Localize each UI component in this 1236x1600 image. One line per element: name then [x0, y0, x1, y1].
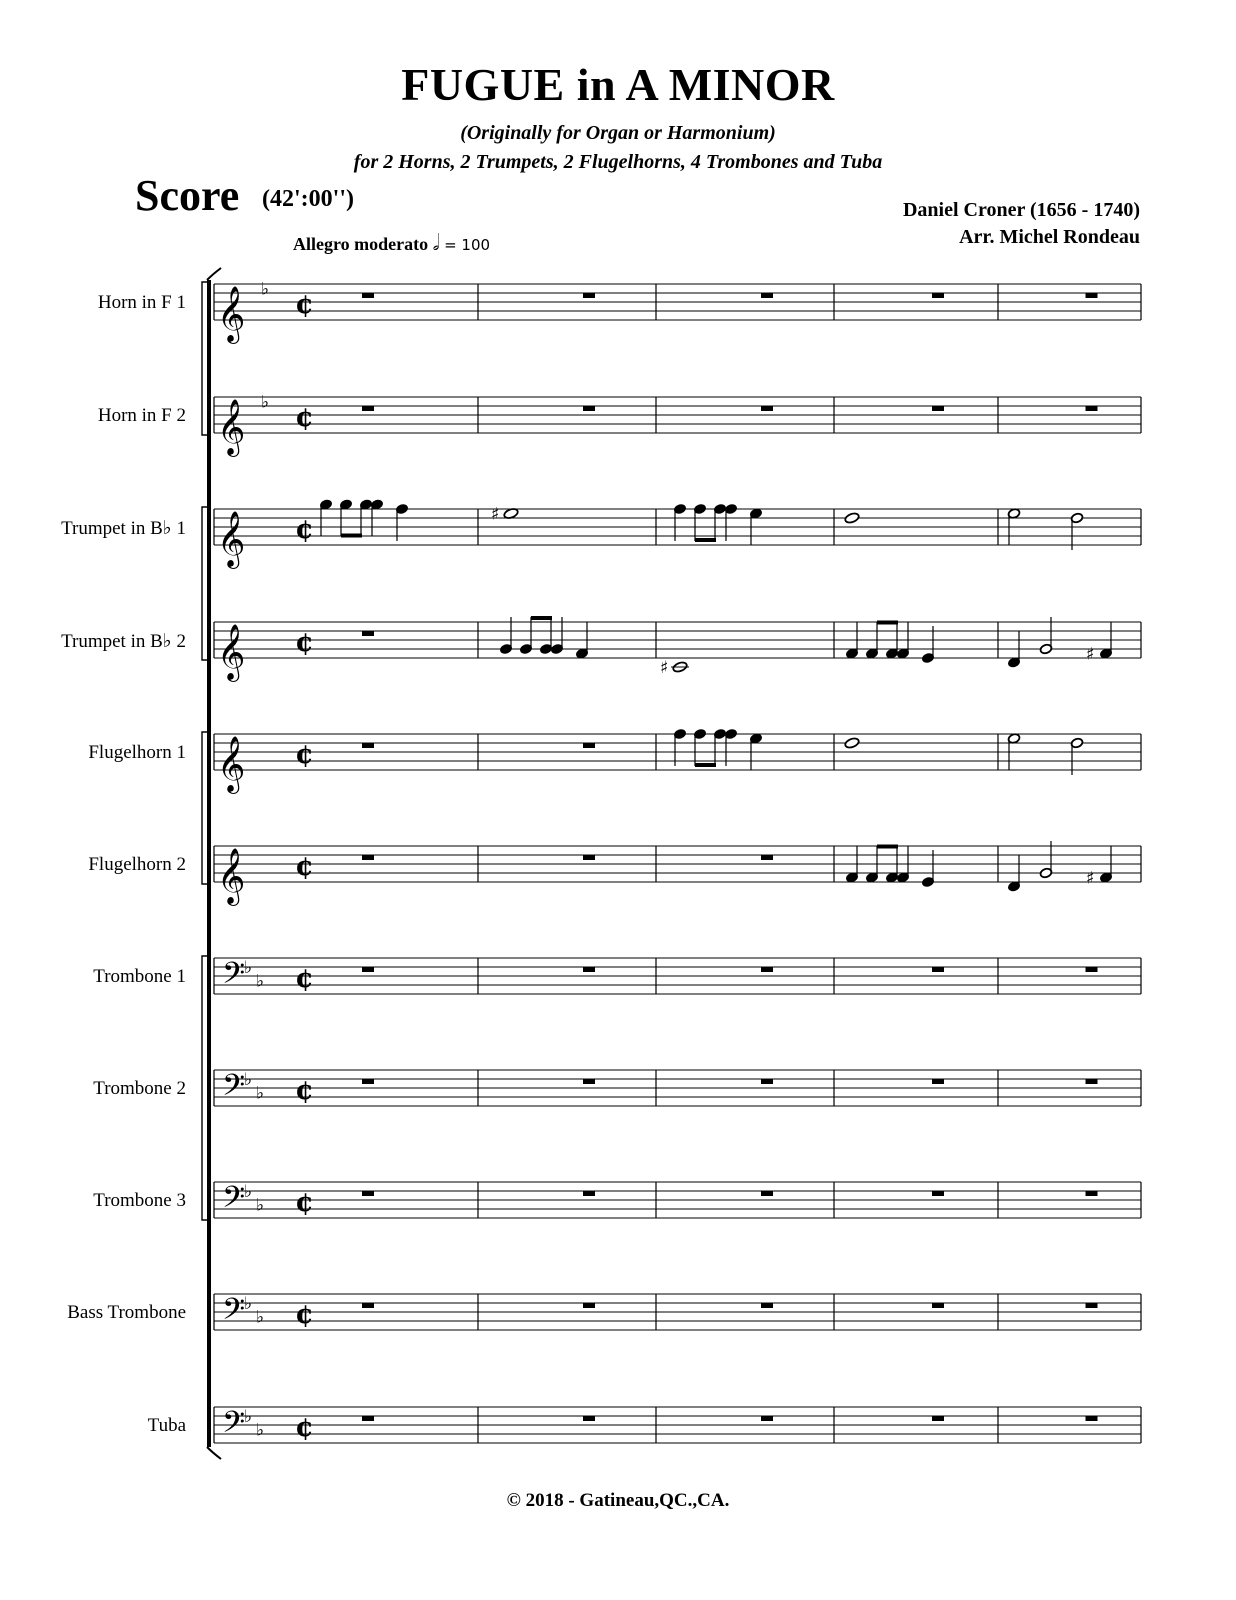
whole-rest [362, 1191, 374, 1196]
whole-rest [1086, 1303, 1098, 1308]
key-signature-flat: ♭ [261, 392, 270, 413]
whole-rest [362, 406, 374, 411]
instrument-label-horn-1: Horn in F 1 [97, 292, 186, 313]
cut-time-signature: ¢ [295, 1412, 314, 1443]
treble-clef-icon: 𝄞 [217, 286, 246, 342]
instrument-label-horn-2: Horn in F 2 [97, 405, 186, 426]
whole-rest [761, 855, 773, 860]
key-signature-flat: ♭ [256, 1307, 265, 1328]
treble-clef-icon: 𝄞 [217, 736, 246, 792]
treble-clef-icon: 𝄞 [217, 624, 246, 680]
sharp-accidental: ♯ [491, 504, 500, 525]
half-note-icon: 𝅗𝅥 [432, 230, 440, 255]
key-signature-flat: ♭ [244, 1407, 253, 1427]
whole-rest [761, 293, 773, 298]
whole-rest [362, 631, 374, 636]
whole-rest [362, 967, 374, 972]
whole-rest [932, 1079, 944, 1084]
key-signature-flat: ♭ [244, 1294, 253, 1314]
whole-rest [761, 406, 773, 411]
key-signature-flat: ♭ [256, 971, 265, 992]
whole-rest [362, 1079, 374, 1084]
subtitle-original: (Originally for Organ or Harmonium) [460, 122, 776, 144]
whole-rest [583, 855, 595, 860]
flg2-m4-e-beam [877, 845, 898, 849]
score-title: FUGUE in A MINOR [401, 59, 835, 110]
bracket-top-hook [207, 268, 221, 280]
whole-rest [583, 406, 595, 411]
tpt1-m1-e-beam [341, 534, 362, 538]
cut-time-signature: ¢ [295, 402, 314, 433]
tpt2-m2-e-beam [531, 616, 552, 620]
cut-time-signature: ¢ [295, 739, 314, 770]
whole-rest [362, 1303, 374, 1308]
cut-time-signature: ¢ [295, 963, 314, 994]
whole-rest [1086, 1191, 1098, 1196]
whole-rest [761, 1416, 773, 1421]
whole-rest [1086, 1079, 1098, 1084]
group-bracket-2 [202, 732, 207, 884]
copyright-footer: © 2018 - Gatineau,QC.,CA. [506, 1490, 730, 1511]
tempo-bpm: = 100 [444, 236, 491, 254]
whole-rest [1086, 1416, 1098, 1421]
flg1-m4-notehead [844, 737, 860, 749]
whole-rest [932, 1303, 944, 1308]
key-signature-flat: ♭ [256, 1420, 265, 1441]
whole-rest [583, 1303, 595, 1308]
cut-time-signature: ¢ [295, 851, 314, 882]
whole-rest [583, 743, 595, 748]
whole-rest [932, 293, 944, 298]
composer: Daniel Croner (1656 - 1740) [902, 199, 1140, 221]
whole-rest [583, 293, 595, 298]
key-signature-flat: ♭ [244, 1182, 253, 1202]
key-signature-flat: ♭ [256, 1083, 265, 1104]
instrument-label-trombone-3: Trombone 3 [93, 1190, 186, 1211]
bass-clef-icon: 𝄢 [222, 1069, 246, 1110]
group-bracket-3 [202, 956, 207, 1220]
whole-rest [932, 1416, 944, 1421]
whole-rest [1086, 967, 1098, 972]
tpt2-m4-e-beam [877, 621, 898, 625]
instrument-label-trombone-1: Trombone 1 [93, 966, 186, 987]
tempo-text: Allegro moderato [293, 234, 429, 254]
instrument-label-tuba: Tuba [147, 1415, 186, 1436]
whole-rest [1086, 293, 1098, 298]
tpt1-m3-e-beam [695, 538, 716, 542]
whole-rest [362, 293, 374, 298]
treble-clef-icon: 𝄞 [217, 848, 246, 904]
cut-time-signature: ¢ [295, 1075, 314, 1106]
whole-rest [362, 743, 374, 748]
whole-rest [932, 967, 944, 972]
cut-time-signature: ¢ [295, 289, 314, 320]
sharp-accidental: ♯ [660, 658, 669, 678]
treble-clef-icon: 𝄞 [217, 511, 246, 567]
instrument-label-trumpet-2: Trumpet in B♭ 2 [61, 631, 186, 652]
key-signature-flat: ♭ [261, 279, 270, 300]
instrument-label-flugelhorn-2: Flugelhorn 2 [88, 854, 186, 875]
whole-rest [583, 1416, 595, 1421]
tpt1-m4-notehead [844, 512, 860, 524]
system-bracket [207, 280, 211, 1447]
sharp-accidental: ♯ [1086, 644, 1095, 665]
whole-rest [932, 1191, 944, 1196]
duration: (42':00'') [262, 186, 354, 212]
bass-clef-icon: 𝄢 [222, 1181, 246, 1222]
sharp-accidental: ♯ [1086, 868, 1095, 889]
key-signature-flat: ♭ [244, 958, 253, 978]
instrument-label-bass-trombone: Bass Trombone [67, 1302, 186, 1323]
group-bracket-0 [202, 282, 207, 435]
bass-clef-icon: 𝄢 [222, 957, 246, 998]
instrument-label-flugelhorn-1: Flugelhorn 1 [88, 742, 186, 763]
bracket-bottom-hook [207, 1447, 221, 1459]
flg1-m3-e-beam [695, 763, 716, 767]
cut-time-signature: ¢ [295, 514, 314, 545]
arranger: Arr. Michel Rondeau [959, 226, 1140, 248]
instrument-label-trombone-2: Trombone 2 [93, 1078, 186, 1099]
whole-rest [761, 1303, 773, 1308]
cut-time-signature: ¢ [295, 1187, 314, 1218]
bass-clef-icon: 𝄢 [222, 1293, 246, 1334]
cut-time-signature: ¢ [295, 627, 314, 658]
key-signature-flat: ♭ [256, 1195, 265, 1216]
whole-rest [583, 967, 595, 972]
whole-rest [932, 406, 944, 411]
cut-time-signature: ¢ [295, 1299, 314, 1330]
whole-rest [761, 1079, 773, 1084]
whole-rest [1086, 406, 1098, 411]
key-signature-flat: ♭ [244, 1070, 253, 1090]
instrument-label-trumpet-1: Trumpet in B♭ 1 [61, 518, 186, 539]
whole-rest [362, 855, 374, 860]
score-label: Score [135, 171, 240, 220]
subtitle-instrumentation: for 2 Horns, 2 Trumpets, 2 Flugelhorns, 4 Trombones and Tuba [353, 151, 883, 173]
bass-clef-icon: 𝄢 [222, 1406, 246, 1447]
whole-rest [583, 1191, 595, 1196]
whole-rest [362, 1416, 374, 1421]
whole-rest [761, 967, 773, 972]
group-bracket-1 [202, 507, 207, 660]
whole-rest [761, 1191, 773, 1196]
treble-clef-icon: 𝄞 [217, 399, 246, 455]
whole-rest [583, 1079, 595, 1084]
